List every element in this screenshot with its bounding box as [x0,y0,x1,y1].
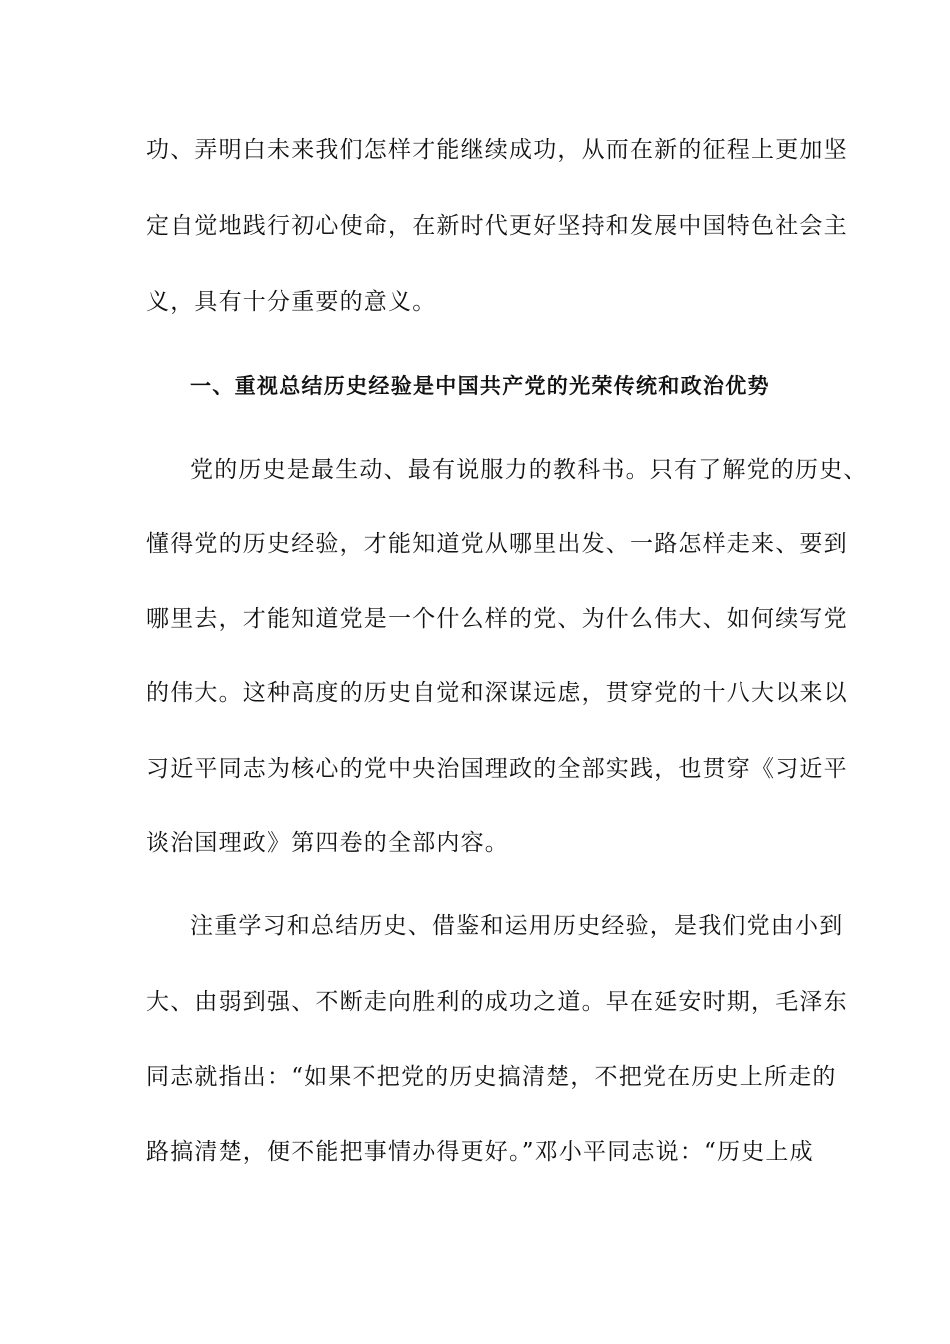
text-line: 注重学习和总结历史、借鉴和运用历史经验，是我们党由小到 [190,913,844,939]
text-line: 谈治国理政》第四卷的全部内容。 [146,830,509,856]
text-line: 习近平同志为核心的党中央治国理政的全部实践，也贯穿《习近平 [146,756,848,782]
text-line: 哪里去，才能知道党是一个什么样的党、为什么伟大、如何续写党 [146,606,848,632]
text-line: 义，具有十分重要的意义。 [146,289,437,315]
text-line: 的伟大。这种高度的历史自觉和深谋远虑，贯穿党的十八大以来以 [146,680,848,706]
text-line: 党的历史是最生动、最有说服力的教科书。只有了解党的历史、 [190,457,868,483]
text-line: 定自觉地践行初心使命，在新时代更好坚持和发展中国特色社会主 [146,213,848,239]
text-line: 功、弄明白未来我们怎样才能继续成功，从而在新的征程上更加坚 [146,137,848,163]
text-line: 路搞清楚，便不能把事情办得更好。”邓小平同志说：“历史上成 [146,1139,814,1165]
text-line: 同志就指出：“如果不把党的历史搞清楚，不把党在历史上所走的 [146,1064,837,1090]
section-heading: 一、重视总结历史经验是中国共产党的光荣传统和政治优势 [190,374,770,398]
text-line: 大、由弱到强、不断走向胜利的成功之道。早在延安时期，毛泽东 [146,989,848,1015]
text-line: 懂得党的历史经验，才能知道党从哪里出发、一路怎样走来、要到 [146,531,848,557]
